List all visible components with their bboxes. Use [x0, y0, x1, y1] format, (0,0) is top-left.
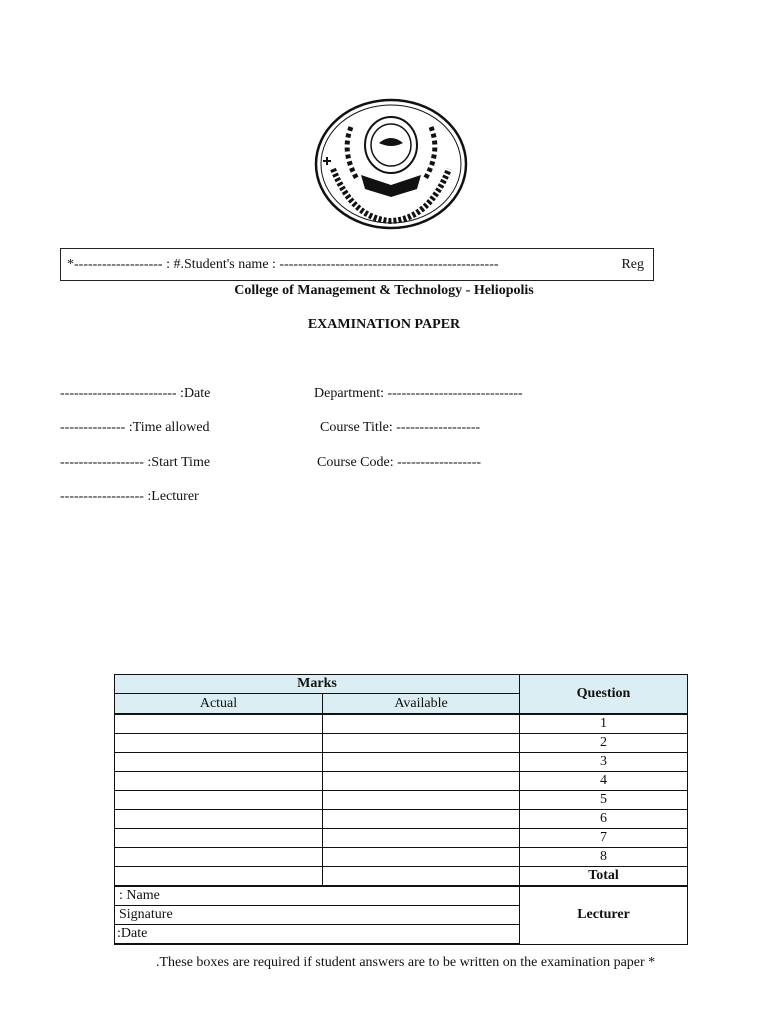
actual-cell[interactable] — [115, 848, 323, 867]
student-name-reg-line: *------------------- : #.Student's name : ----------------------------------------------- — [67, 257, 499, 272]
table-row — [115, 714, 688, 734]
question-header: Question — [520, 675, 688, 715]
available-cell[interactable] — [323, 734, 520, 753]
actual-cell[interactable] — [115, 753, 323, 772]
actual-cell[interactable] — [115, 791, 323, 810]
marks-table — [114, 674, 688, 945]
actual-cell[interactable] — [115, 772, 323, 791]
table-row — [115, 753, 688, 772]
actual-cell[interactable] — [115, 829, 323, 848]
lecturer-field: ------------------ :Lecturer — [60, 489, 199, 504]
actual-header: Actual — [115, 694, 323, 714]
table-row — [115, 810, 688, 829]
available-cell[interactable] — [323, 810, 520, 829]
footnote: .These boxes are required if student answers are to be written on the examination paper * — [156, 955, 656, 970]
name-label: : Name — [115, 886, 520, 906]
table-row — [115, 829, 688, 848]
available-cell[interactable] — [323, 753, 520, 772]
question-number: 8 — [520, 848, 688, 867]
signature-label: Signature — [115, 906, 520, 925]
marks-header: Marks — [115, 675, 520, 694]
table-row — [115, 848, 688, 867]
university-logo — [313, 97, 469, 231]
question-number: 5 — [520, 791, 688, 810]
question-number: 6 — [520, 810, 688, 829]
table-row — [115, 772, 688, 791]
total-label: Total — [520, 867, 688, 887]
actual-cell[interactable] — [115, 714, 323, 734]
question-number: 1 — [520, 714, 688, 734]
available-cell[interactable] — [323, 714, 520, 734]
actual-cell[interactable] — [115, 810, 323, 829]
question-number: 2 — [520, 734, 688, 753]
student-reg-box — [60, 248, 654, 281]
course-code-field: Course Code: ------------------ — [317, 455, 482, 470]
question-number: 4 — [520, 772, 688, 791]
question-number: 3 — [520, 753, 688, 772]
available-header: Available — [323, 694, 520, 714]
question-number: 7 — [520, 829, 688, 848]
exam-title: EXAMINATION PAPER — [307, 317, 461, 332]
available-cell[interactable] — [323, 848, 520, 867]
college-name: College of Management & Technology - Heliopolis — [234, 283, 534, 298]
total-row — [115, 867, 688, 887]
date-label: :Date — [115, 925, 520, 945]
lecturer-label: Lecturer — [520, 886, 688, 944]
actual-cell[interactable] — [115, 734, 323, 753]
table-row — [115, 791, 688, 810]
available-cell[interactable] — [323, 772, 520, 791]
department-field: Department: ----------------------------- — [314, 386, 523, 401]
available-cell[interactable] — [323, 829, 520, 848]
reg-label: Reg — [621, 257, 644, 272]
available-cell[interactable] — [323, 791, 520, 810]
date-field: ------------------------- :Date — [60, 386, 211, 401]
available-total-cell[interactable] — [323, 867, 520, 887]
start-time-field: ------------------ :Start Time — [60, 455, 211, 470]
course-title-field: Course Title: ------------------ — [320, 420, 481, 435]
time-allowed-field: -------------- :Time allowed — [60, 420, 210, 435]
table-row — [115, 734, 688, 753]
actual-total-cell[interactable] — [115, 867, 323, 887]
